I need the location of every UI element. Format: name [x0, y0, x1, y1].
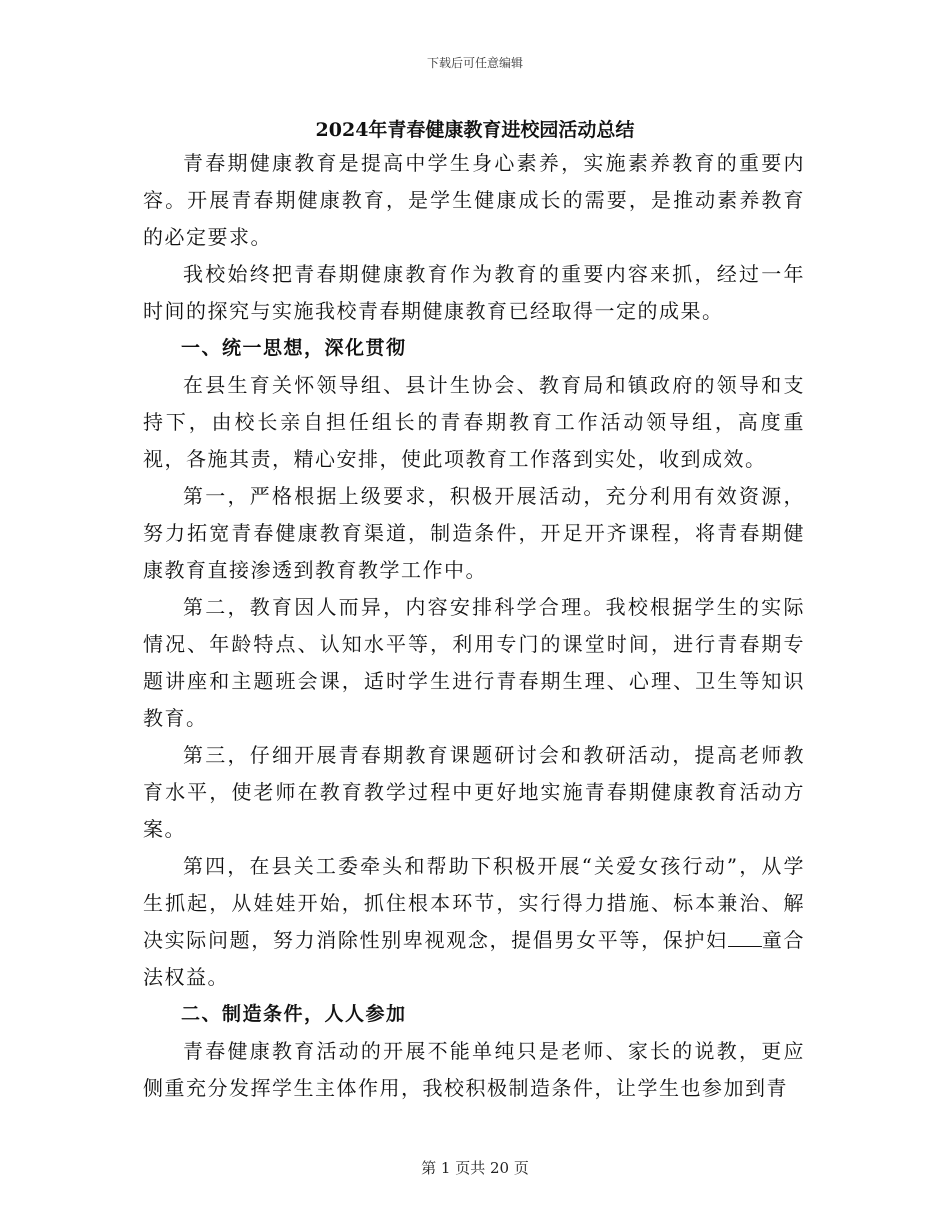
- document-title: 2024年青春健康教育进校园活动总结: [315, 119, 635, 141]
- paragraph-third: 第三，仔细开展青春期教育课题研讨会和教研活动，提高老师教育水平，使老师在教育教学过程中更好地实施青春期健康教育活动方案。: [143, 743, 805, 841]
- document-body: [143, 145, 805, 1107]
- paragraph-fourth-tail: 童合法权益。: [143, 928, 806, 989]
- page-footer: 第 1 页共 20 页: [421, 1159, 529, 1177]
- paragraph-second: 第二，教育因人而异，内容安排科学合理。我校根据学生的实际情况、年龄特点、认知水平等，利用专门的课堂时间，进行青春期专题讲座和主题班会课，适时学生进行青春期生理、心理、卫生等知识教育。: [143, 595, 805, 730]
- paragraph-participation: 青春健康教育活动的开展不能单纯只是老师、家长的说教，更应侧重充分发挥学生主体作用，我校积极制造条件，让学生也参加到青: [143, 1039, 805, 1100]
- paragraph-leadership: 在县生育关怀领导组、县计生协会、教育局和镇政府的领导和支持下，由校长亲自担任组长的青春期教育工作活动领导组，高度重视，各施其责，精心安排，使此项教育工作落到实处，收到成效。: [143, 373, 805, 471]
- paragraph-fourth: [143, 848, 805, 996]
- section-heading-2: 二、制造条件，人人参加: [181, 1003, 407, 1025]
- paragraph-intro: 青春期健康教育是提高中学生身心素养，实施素养教育的重要内容。开展青春期健康教育，是学生健康成长的需要，是推动素养教育的必定要求。: [143, 151, 805, 249]
- page-header: 下载后可任意编辑: [426, 56, 523, 70]
- paragraph-overview: 我校始终把青春期健康教育作为教育的重要内容来抓，经过一年时间的探究与实施我校青春期健康教育已经取得一定的成果。: [143, 262, 805, 323]
- paragraph-fourth-text: 第四，在县关工委牵头和帮助下积极开展“关爱女孩行动”，从学生抓起，从娃娃开始，抓住根本环节，实行得力措施、标本兼治、解决实际问题，努力消除性别卑视观念，提倡男女平等，保护妇: [143, 854, 805, 952]
- section-heading-1: 一、统一思想，深化贯彻: [181, 337, 407, 359]
- blank-underline: [728, 928, 762, 947]
- paragraph-first: 第一，严格根据上级要求，积极开展活动，充分利用有效资源，努力拓宽青春健康教育渠道，制造条件，开足开齐课程，将青春期健康教育直接渗透到教育教学工作中。: [143, 484, 805, 582]
